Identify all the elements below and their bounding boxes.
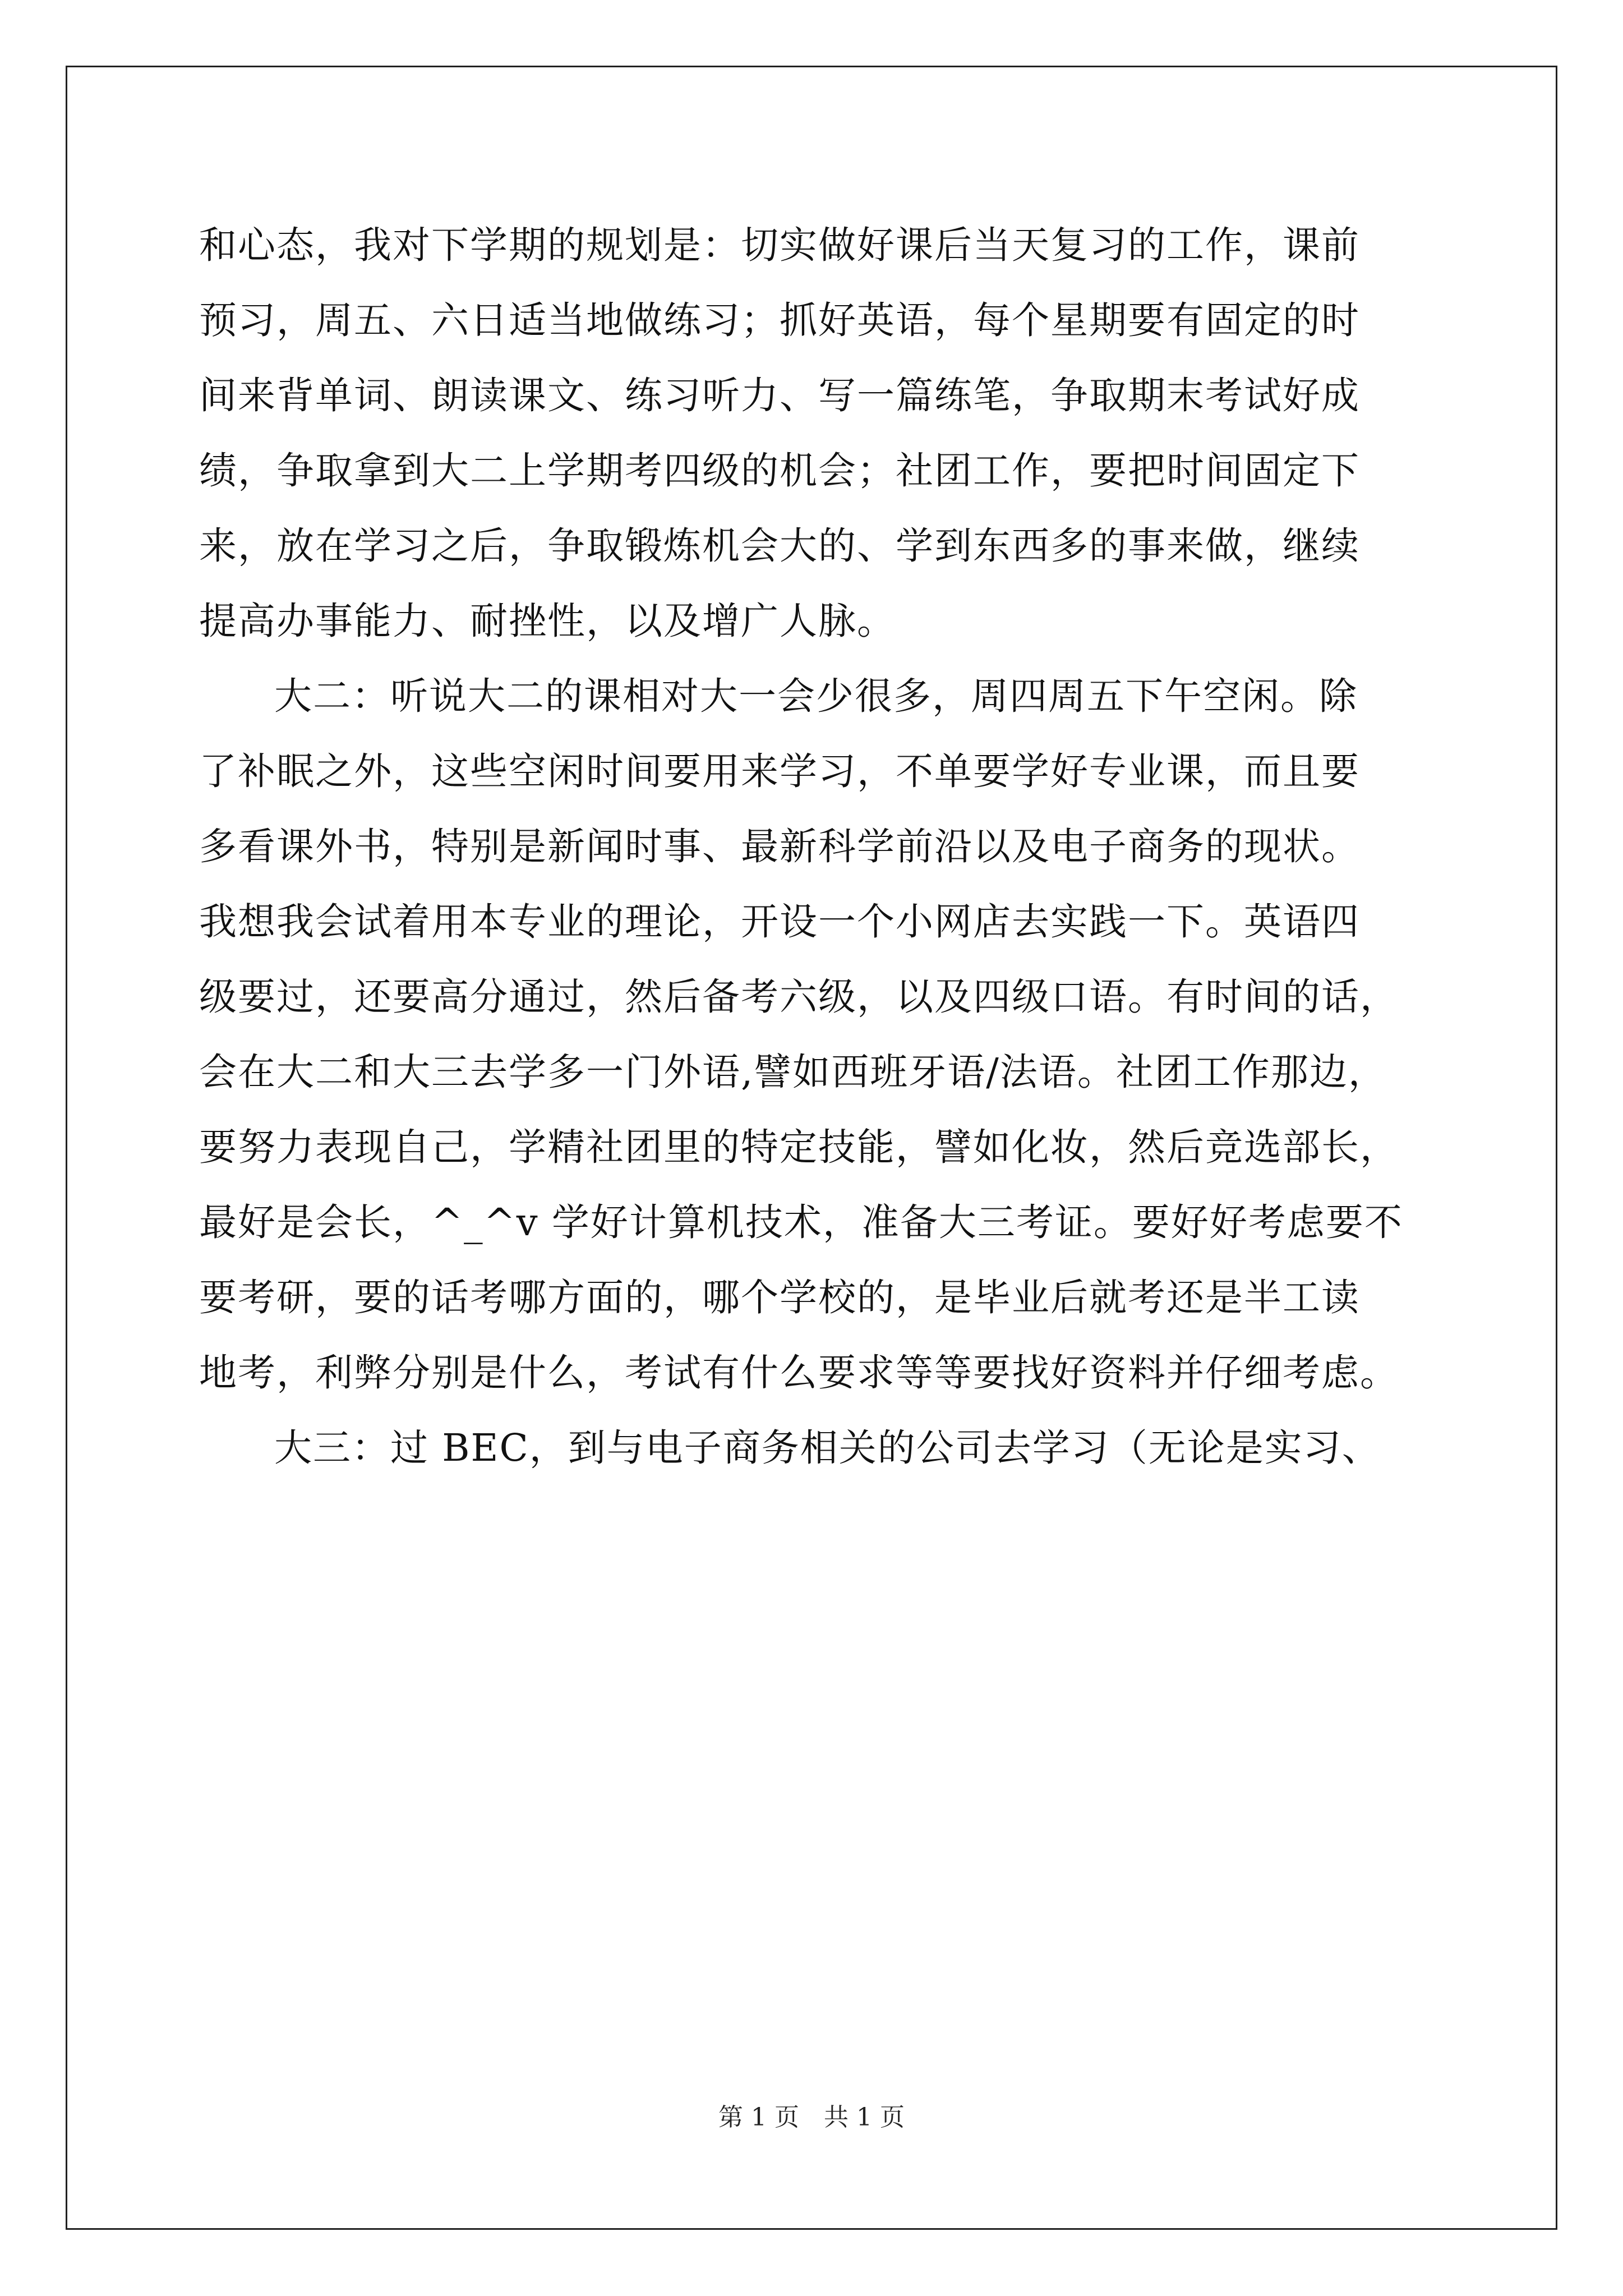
paragraph [199, 1410, 1433, 1485]
text-line: 要考研，要的话考哪方面的，哪个学校的，是毕业后就考还是半工读 [199, 1276, 1360, 1319]
document-body [199, 208, 1433, 1485]
text-line: 级要过，还要高分通过，然后备考六级，以及四级口语。有时间的话， [199, 975, 1399, 1019]
text-line: 最好是会长，^_^v 学好计算机技术，准备大三考证。要好好考虑要不 [199, 1200, 1403, 1244]
text-line: 多看课外书，特别是新闻时事、最新科学前沿以及电子商务的现状。 [199, 825, 1360, 868]
text-line: 绩，争取拿到大二上学期考四级的机会；社团工作，要把时间固定下 [199, 449, 1360, 493]
paragraph [199, 208, 1433, 659]
text-line: 会在大二和大三去学多一门外语,譬如西班牙语/法语。社团工作那边， [199, 1050, 1387, 1094]
text-line: 要努力表现自己，学精社团里的特定技能，譬如化妆，然后竞选部长， [199, 1125, 1399, 1169]
text-line: 间来背单词、朗读课文、练习听力、写一篇练笔，争取期末考试好成 [199, 374, 1360, 417]
text-line: 提高办事能力、耐挫性，以及增广人脉。 [199, 599, 896, 643]
text-line: 大三：过 BEC，到与电子商务相关的公司去学习（无论是实习、 [274, 1426, 1381, 1470]
text-line: 预习，周五、六日适当地做练习；抓好英语，每个星期要有固定的时 [199, 298, 1360, 342]
page-footer [0, 2101, 1623, 2134]
page-number: 第 1 页 共 1 页 [718, 2103, 905, 2132]
text-line: 了补眠之外，这些空闲时间要用来学习，不单要学好专业课，而且要 [199, 749, 1360, 793]
text-line: 大二：听说大二的课相对大一会少很多，周四周五下午空闲。除 [274, 674, 1358, 718]
text-line: 和心态，我对下学期的规划是：切实做好课后当天复习的工作，课前 [199, 223, 1360, 267]
text-line: 地考，利弊分别是什么，考试有什么要求等等要找好资料并仔细考虑。 [199, 1351, 1399, 1395]
text-line: 来，放在学习之后，争取锻炼机会大的、学到东西多的事来做，继续 [199, 524, 1360, 568]
text-line: 我想我会试着用本专业的理论，开设一个小网店去实践一下。英语四 [199, 900, 1360, 944]
paragraph [199, 659, 1433, 1410]
